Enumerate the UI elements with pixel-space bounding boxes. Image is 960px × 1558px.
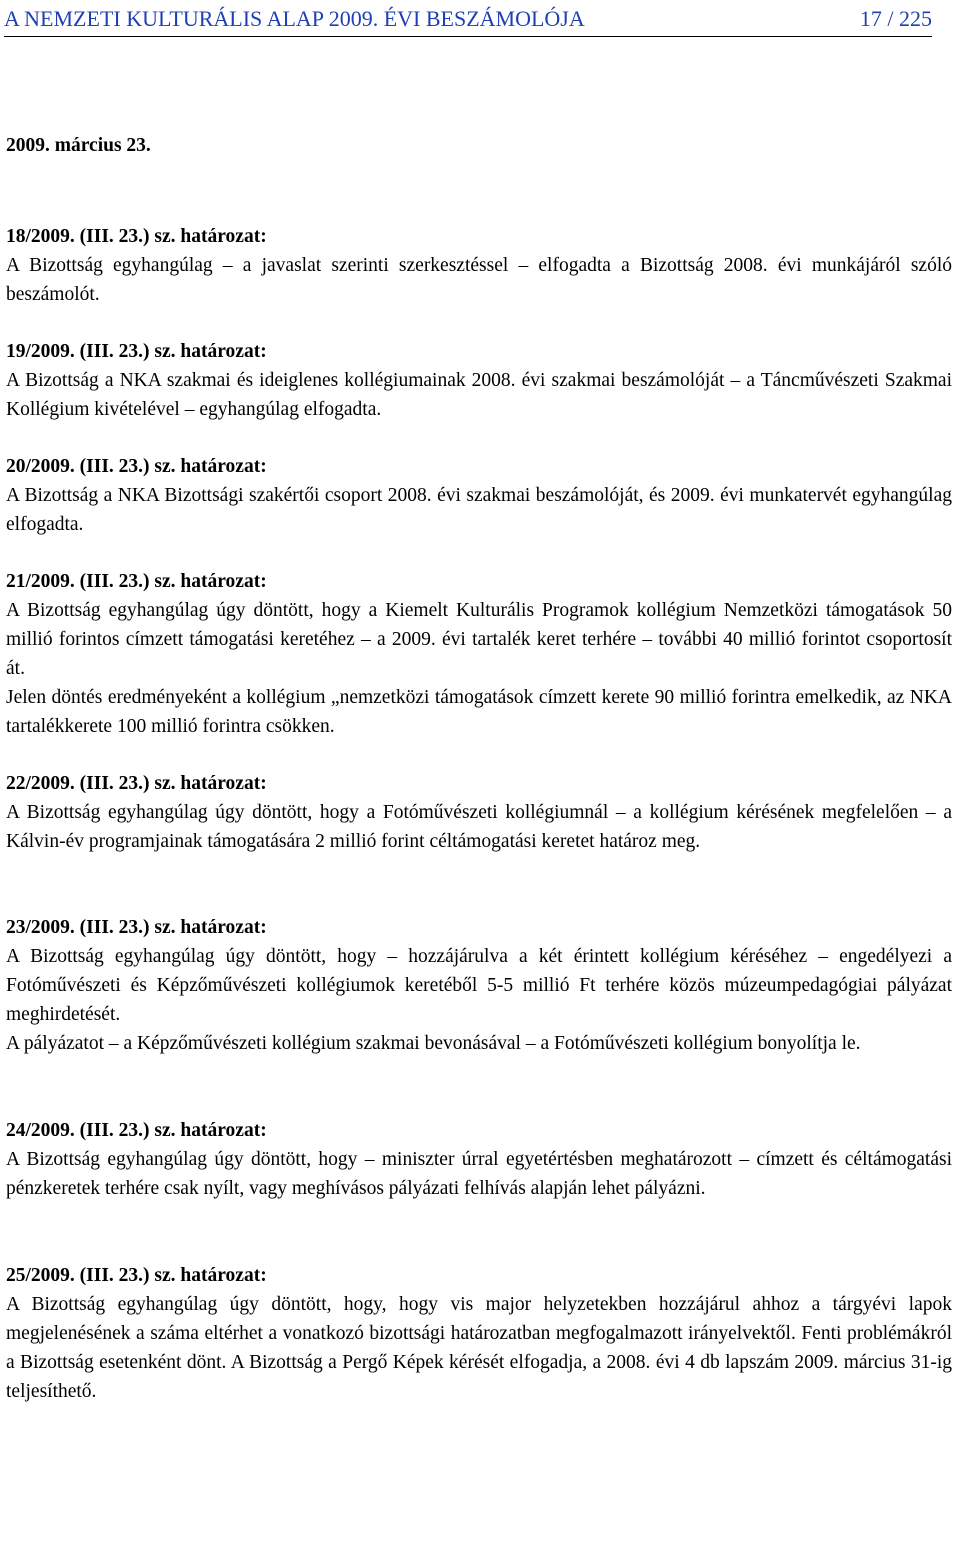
resolution-24 (6, 1116, 952, 1203)
resolution-heading: 24/2009. (III. 23.) sz. határozat: (6, 1120, 267, 1141)
resolution-heading: 21/2009. (III. 23.) sz. határozat: (6, 571, 267, 592)
document-title: A NEMZETI KULTURÁLIS ALAP 2009. ÉVI BESZÁMOLÓJA (4, 6, 585, 31)
total-pages: 225 (899, 6, 932, 31)
resolution-text: A Bizottság a NKA szakmai és ideiglenes kollégiumainak 2008. évi szakmai beszámolóját – a Táncművészeti Szakmai Kollégium kivételével – egyhangúlag elfogadta. (6, 370, 952, 420)
resolution-18 (6, 222, 952, 309)
resolution-text: A Bizottság egyhangúlag úgy döntött, hogy a Kiemelt Kulturális Programok kollégium Nemzetközi támogatások 50 millió forintos címzett támogatási keretéhez – a 2009. évi tartalék keret terhére – további 40 millió forintot csoportosít át. (6, 600, 952, 679)
page-separator: / (887, 6, 894, 31)
resolution-text: A Bizottság egyhangúlag úgy döntött, hogy, hogy vis major helyzetekben hozzájárul ahhoz a tárgyévi lapok megjelenésének a száma eltérhet a vonatkozó bizottsági határozatban megfogalmazott irányelvektől. Fenti problémákról a Bizottság esetenként dönt. A Bizottság a Pergő Képek kérését elfogadja, a 2008. évi 4 db lapszám 2009. március 31-ig teljesíthető. (6, 1294, 952, 1402)
resolution-text: A Bizottság egyhangúlag – a javaslat szerinti szerkesztéssel – elfogadta a Bizottság 2008. évi munkájáról szóló beszámolót. (6, 255, 952, 305)
resolution-21 (6, 567, 952, 741)
resolution-20 (6, 452, 952, 539)
resolution-text: A Bizottság egyhangúlag úgy döntött, hogy – miniszter úrral egyetértésben meghatározott – címzett és céltámogatási pénzkeretek terhére csak nyílt, vagy meghívásos pályázati felhívás alapján lehet pályázni. (6, 1149, 952, 1199)
resolution-25 (6, 1261, 952, 1406)
resolution-23 (6, 913, 952, 1058)
resolution-text: Jelen döntés eredményeként a kollégium „nemzetközi támogatások címzett kerete 90 millió forintra emelkedik, az NKA tartalékkerete 100 millió forintra csökken. (6, 687, 952, 737)
resolution-heading: 19/2009. (III. 23.) sz. határozat: (6, 341, 267, 362)
resolution-text: A Bizottság egyhangúlag úgy döntött, hogy – hozzájárulva a két érintett kollégium kéréséhez – engedélyezi a Fotóművészeti és Képzőművészeti kollégiumok keretéből 5-5 millió Ft terhére közös múzeumpedagógiai pályázat meghirdetését. (6, 946, 952, 1025)
resolution-heading: 18/2009. (III. 23.) sz. határozat: (6, 226, 267, 247)
meeting-date: 2009. március 23. (6, 135, 151, 156)
resolution-22 (6, 769, 952, 856)
resolution-text: A Bizottság egyhangúlag úgy döntött, hogy a Fotóművészeti kollégiumnál – a kollégium kérésének megfelelően – a Kálvin-év programjainak támogatására 2 millió forint céltámogatási keretet határoz meg. (6, 802, 952, 852)
resolution-heading: 25/2009. (III. 23.) sz. határozat: (6, 1265, 267, 1286)
resolution-heading: 23/2009. (III. 23.) sz. határozat: (6, 917, 267, 938)
current-page: 17 (859, 6, 882, 31)
resolution-text: A Bizottság a NKA Bizottsági szakértői csoport 2008. évi szakmai beszámolóját, és 2009. évi munkatervét egyhangúlag elfogadta. (6, 485, 952, 535)
resolution-19 (6, 337, 952, 424)
page-number (860, 6, 932, 32)
resolution-heading: 20/2009. (III. 23.) sz. határozat: (6, 456, 267, 477)
resolution-heading: 22/2009. (III. 23.) sz. határozat: (6, 773, 267, 794)
page-header (4, 4, 932, 37)
resolution-text: A pályázatot – a Képzőművészeti kollégium szakmai bevonásával – a Fotóművészeti kollégium bonyolítja le. (6, 1033, 861, 1054)
